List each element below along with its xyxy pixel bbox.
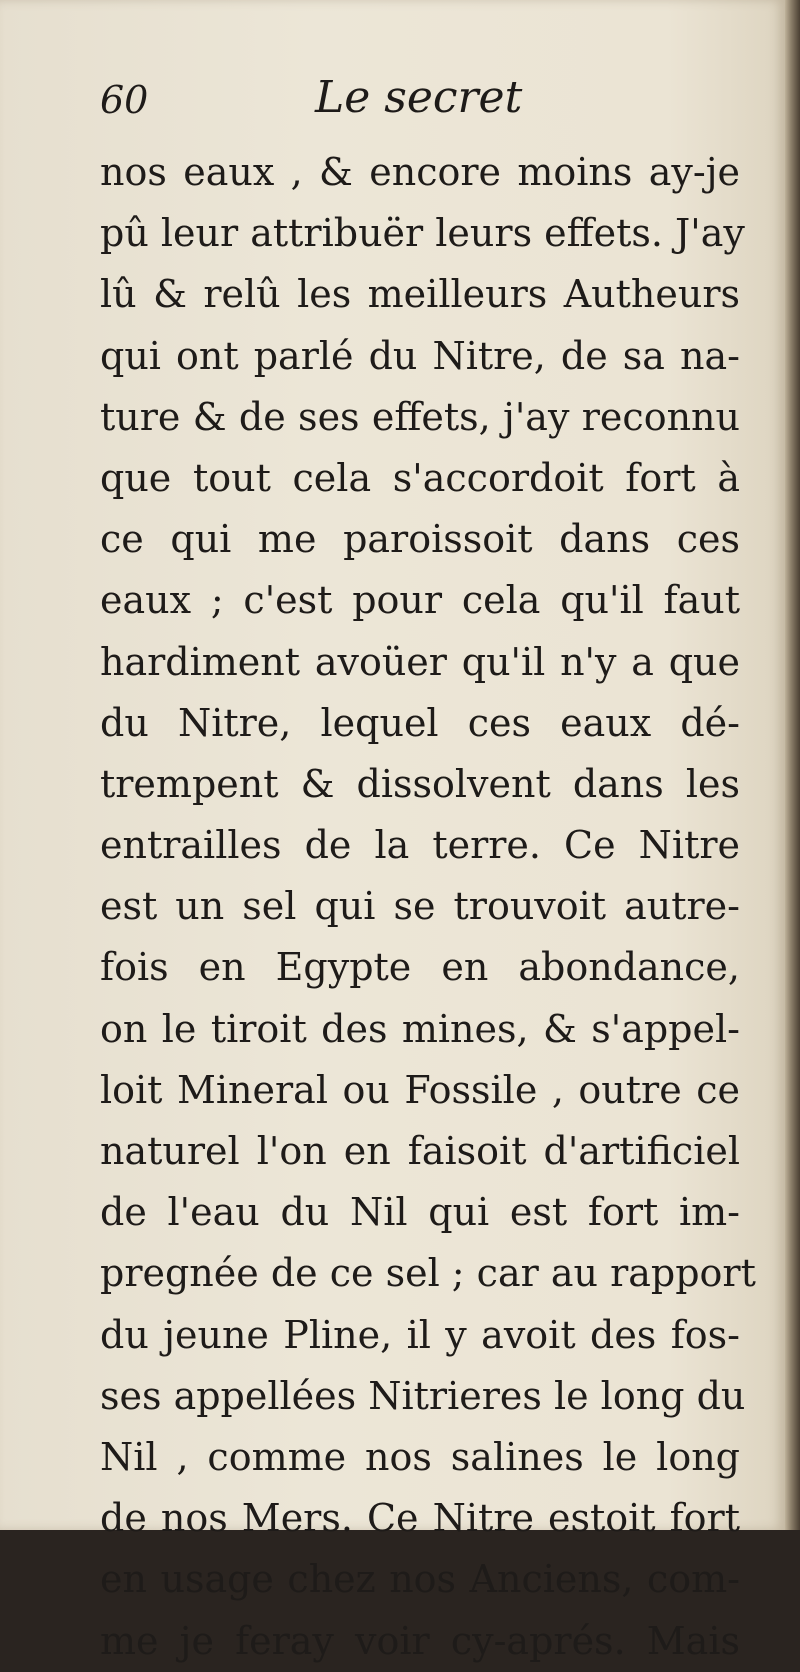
body-text — [100, 142, 756, 1672]
text-line: fois en Egypte en abondance, — [100, 945, 740, 990]
running-head — [100, 72, 740, 132]
text-line: entrailles de la terre. Ce Nitre — [100, 823, 740, 868]
running-title: Le secret — [315, 72, 523, 123]
text-line: hardiment avoüer qu'il n'y a que — [100, 639, 740, 684]
text-line: naturel l'on en faisoit d'artificiel — [100, 1129, 740, 1173]
text-line: ture & de ses effets, j'ay reconnu — [100, 394, 740, 439]
text-line: eaux ; c'est pour cela qu'il faut — [100, 578, 740, 623]
book-gutter — [785, 0, 800, 1530]
text-line: du jeune Pline, il y avoit des fos- — [100, 1312, 740, 1357]
text-line: me je feray voir cy-aprés. Mais — [100, 1618, 740, 1663]
text-line: Nil , comme nos salines le long — [100, 1434, 740, 1479]
text-line: en usage chez nos Anciens, com- — [100, 1557, 740, 1602]
text-line: pû leur attribuër leurs effets. J'ay — [100, 211, 745, 256]
text-line: ses appellées Nitrieres le long du — [100, 1373, 746, 1418]
text-line: trempent & dissolvent dans les — [100, 761, 740, 806]
text-line: que tout cela s'accordoit fort à — [100, 455, 740, 500]
text-line: qui ont parlé du Nitre, de sa na- — [100, 333, 740, 378]
text-line: de nos Mers. Ce Nitre estoit fort — [100, 1496, 740, 1541]
text-line: nos eaux , & encore moins ay-je — [100, 150, 740, 194]
text-line: pregnée de ce sel ; car au rapport — [100, 1251, 756, 1296]
text-line: lû & relû les meilleurs Autheurs — [100, 272, 740, 317]
text-line: loit Mineral ou Fossile , outre ce — [100, 1067, 740, 1112]
text-line: du Nitre, lequel ces eaux dé- — [100, 700, 740, 745]
text-line: de l'eau du Nil qui est fort im- — [100, 1190, 740, 1235]
page-number: 60 — [100, 78, 149, 122]
text-line: est un sel qui se trouvoit autre- — [100, 884, 740, 929]
text-line: on le tiroit des mines, & s'appel- — [100, 1006, 740, 1051]
text-line: ce qui me paroissoit dans ces — [100, 517, 740, 562]
